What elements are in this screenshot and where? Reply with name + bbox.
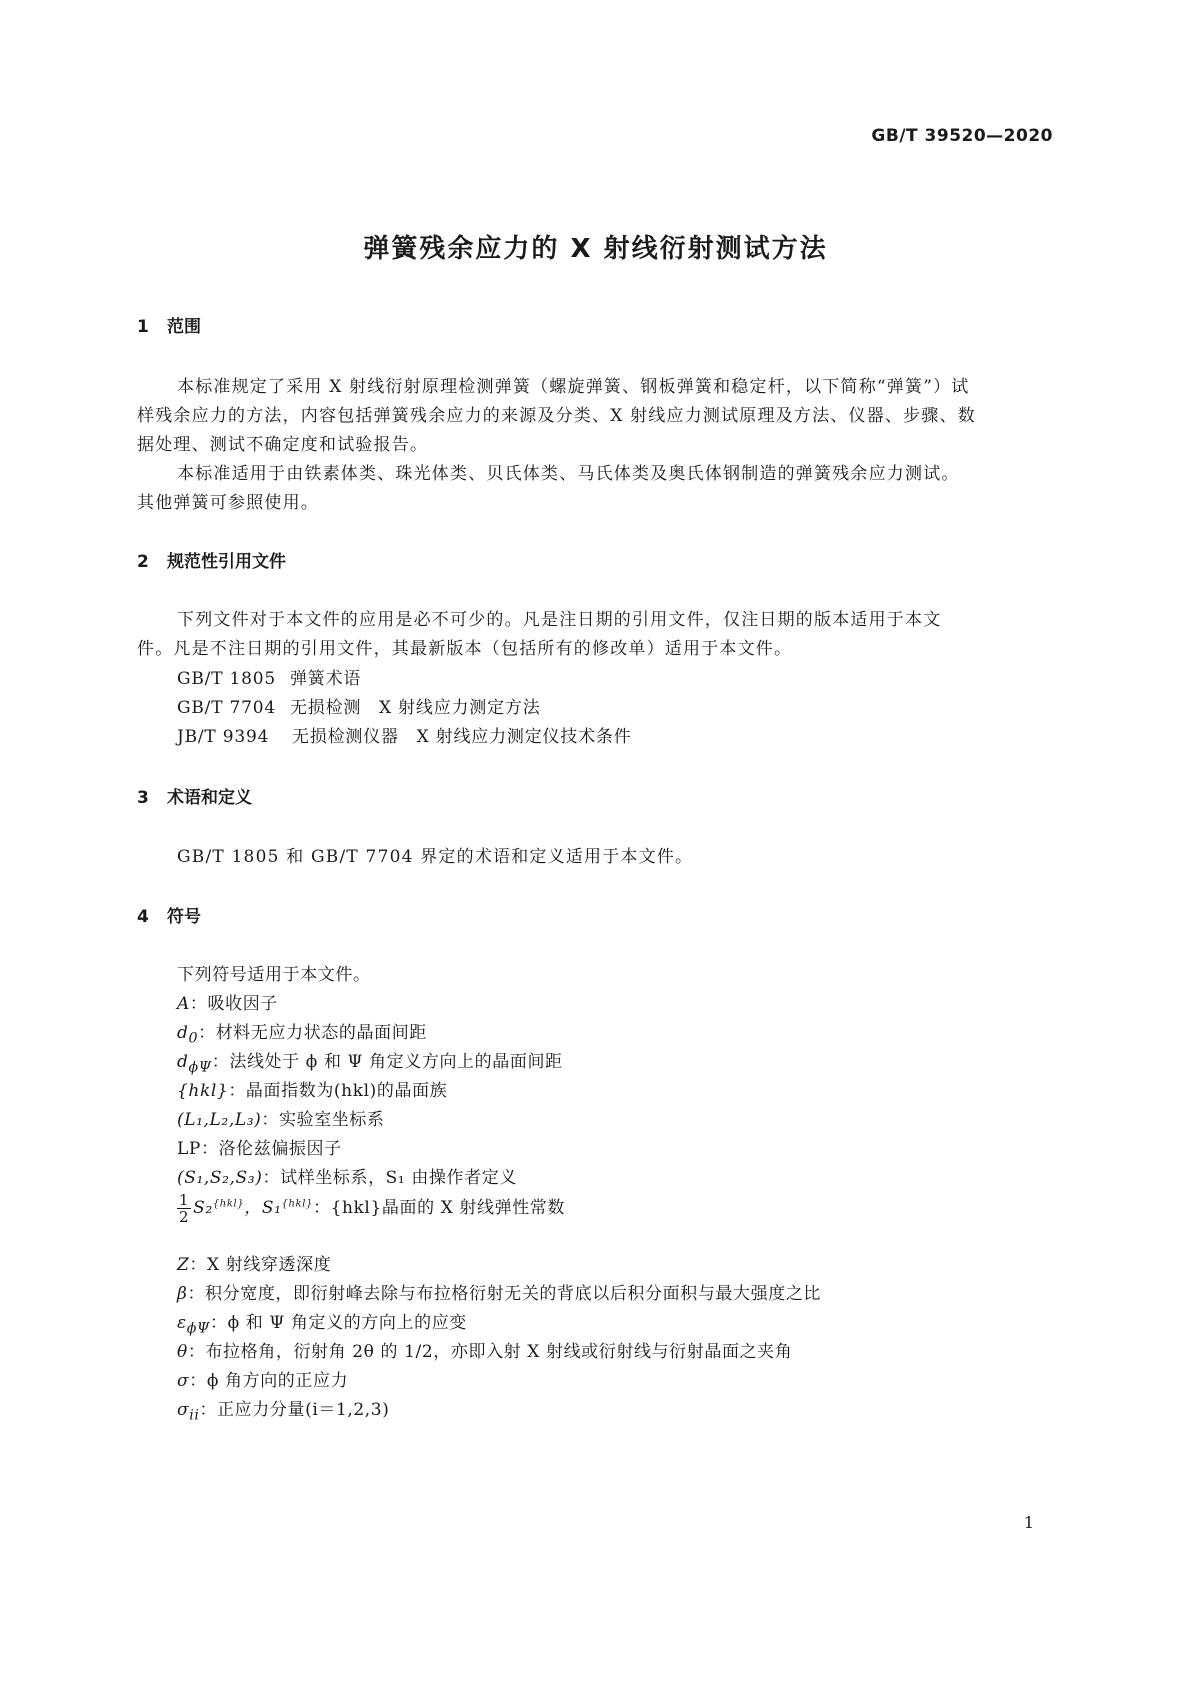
section-number: 1 xyxy=(137,317,149,337)
section-3-heading xyxy=(137,783,252,808)
symbol-entry xyxy=(177,1105,385,1130)
symbol: A xyxy=(177,994,190,1014)
symbol: {hkl} xyxy=(177,1081,229,1101)
symbol-entry xyxy=(177,1366,348,1391)
symbol-entry xyxy=(177,989,278,1014)
fraction-numerator: 1 xyxy=(179,1191,190,1209)
symbol-entry xyxy=(177,1134,342,1159)
section-2-heading xyxy=(137,547,286,572)
reference-title: 无损检测 X 射线应力测定方法 xyxy=(290,698,541,718)
scope-paragraph-line: 样残余应力的方法，内容包括弹簧残余应力的来源及分类、X 射线应力测试原理及方法、仪器、步骤、数 xyxy=(137,406,976,426)
symbol: ε xyxy=(177,1313,187,1333)
standard-code: GB/T 39520—2020 xyxy=(871,126,1053,146)
symbol-entry xyxy=(177,1192,565,1225)
section-number: 4 xyxy=(137,907,149,927)
reference-code: JB/T 9394 xyxy=(177,727,270,747)
symbol-description: ：{hkl}晶面的 X 射线弹性常数 xyxy=(312,1198,565,1218)
symbol-description: ：布拉格角，衍射角 2θ 的 1/2，亦即入射 X 射线或衍射线与衍射晶面之夹角 xyxy=(187,1342,793,1362)
normative-paragraph-line: 下列文件对于本文件的应用是必不可少的。凡是注日期的引用文件，仅注日期的版本适用于本文 xyxy=(177,610,942,630)
document-title: 弹簧残余应力的 X 射线衍射测试方法 xyxy=(363,234,828,264)
symbols-intro: 下列符号适用于本文件。 xyxy=(177,965,371,985)
reference-code: GB/T 1805 xyxy=(177,669,277,689)
symbol: σ xyxy=(177,1371,190,1391)
symbol: θ xyxy=(177,1342,188,1362)
symbol-subscript: ϕΨ xyxy=(186,1320,210,1337)
symbol-superscript: {hkl} xyxy=(212,1198,245,1210)
symbol-description: ：X 射线穿透深度 xyxy=(189,1255,332,1275)
symbol-description: ：积分宽度，即衍射峰去除与布拉格衍射无关的背底以后积分面积与最大强度之比 xyxy=(187,1284,822,1304)
symbol-entry xyxy=(177,1337,792,1362)
scope-paragraph-line: 据处理、测试不确定度和试验报告。 xyxy=(137,435,429,455)
scope-paragraph-line: 本标准规定了采用 X 射线衍射原理检测弹簧（螺旋弹簧、钢板弹簧和稳定杆，以下简称“弹簧”）试 xyxy=(177,377,970,397)
fraction xyxy=(177,1192,191,1225)
symbol: d xyxy=(177,1052,189,1072)
reference-title: 弹簧术语 xyxy=(290,669,362,689)
symbol-entry xyxy=(177,1395,389,1423)
symbol-description: ：试样坐标系，S₁ 由操作者定义 xyxy=(262,1168,517,1188)
section-title: 范围 xyxy=(167,317,201,337)
normative-paragraph-line: 件。凡是不注日期的引用文件，其最新版本（包括所有的修改单）适用于本文件。 xyxy=(137,639,793,659)
symbol-entry xyxy=(177,1250,331,1275)
symbol-description: ：法线处于 ϕ 和 Ψ 角定义方向上的晶面间距 xyxy=(211,1052,563,1072)
symbol-superscript: {hkl} xyxy=(281,1198,313,1210)
symbol: (L₁,L₂,L₃) xyxy=(177,1110,262,1130)
symbol: S₂ xyxy=(193,1198,213,1218)
section-title: 符号 xyxy=(167,907,201,927)
section-title: 术语和定义 xyxy=(167,788,252,808)
symbol-description: ：吸收因子 xyxy=(189,994,278,1014)
section-title: 规范性引用文件 xyxy=(167,552,286,572)
terms-paragraph: GB/T 1805 和 GB/T 7704 界定的术语和定义适用于本文件。 xyxy=(177,847,694,867)
section-1-heading xyxy=(137,312,201,337)
scope-paragraph-line: 其他弹簧可参照使用。 xyxy=(137,493,319,513)
normative-reference xyxy=(177,664,361,689)
symbol: Z xyxy=(177,1255,190,1275)
symbol-description: ：晶面指数为(hkl)的晶面族 xyxy=(228,1081,448,1101)
scope-paragraph-line: 本标准适用于由铁素体类、珠光体类、贝氏体类、马氏体类及奥氏体钢制造的弹簧残余应力测试。 xyxy=(177,464,960,484)
symbol: d xyxy=(177,1023,189,1043)
symbol: LP xyxy=(177,1139,201,1159)
section-number: 3 xyxy=(137,788,149,808)
symbol-entry xyxy=(177,1076,447,1101)
section-4-heading xyxy=(137,902,201,927)
section-number: 2 xyxy=(137,552,149,572)
symbol-entry xyxy=(177,1047,563,1075)
symbol-subscript: ii xyxy=(189,1407,200,1424)
reference-title: 无损检测仪器 X 射线应力测定仪技术条件 xyxy=(292,727,632,747)
symbol: ，S₁ xyxy=(244,1198,282,1218)
symbol-description: ：洛伦兹偏振因子 xyxy=(200,1139,342,1159)
normative-reference xyxy=(177,722,632,747)
symbol: σ xyxy=(177,1400,190,1420)
symbol-description: ：材料无应力状态的晶面间距 xyxy=(198,1023,427,1043)
symbol-entry xyxy=(177,1018,427,1046)
symbol-description: ：ϕ 和 Ψ 角定义的方向上的应变 xyxy=(210,1313,467,1333)
symbol-subscript: ϕΨ xyxy=(188,1059,212,1076)
symbol-description: ：实验室坐标系 xyxy=(261,1110,385,1130)
symbol-entry xyxy=(177,1279,821,1304)
page-number: 1 xyxy=(1023,1513,1034,1532)
symbol-description: ：ϕ 角方向的正应力 xyxy=(189,1371,349,1391)
symbol-description: ：正应力分量(i＝1,2,3) xyxy=(199,1400,390,1420)
normative-reference xyxy=(177,693,541,718)
symbol-subscript: 0 xyxy=(188,1030,199,1047)
symbol-entry xyxy=(177,1163,517,1188)
reference-code: GB/T 7704 xyxy=(177,698,277,718)
symbol: β xyxy=(177,1284,188,1304)
symbol: (S₁,S₂,S₃) xyxy=(177,1168,263,1188)
symbol-entry xyxy=(177,1308,467,1336)
fraction-denominator: 2 xyxy=(179,1208,190,1226)
